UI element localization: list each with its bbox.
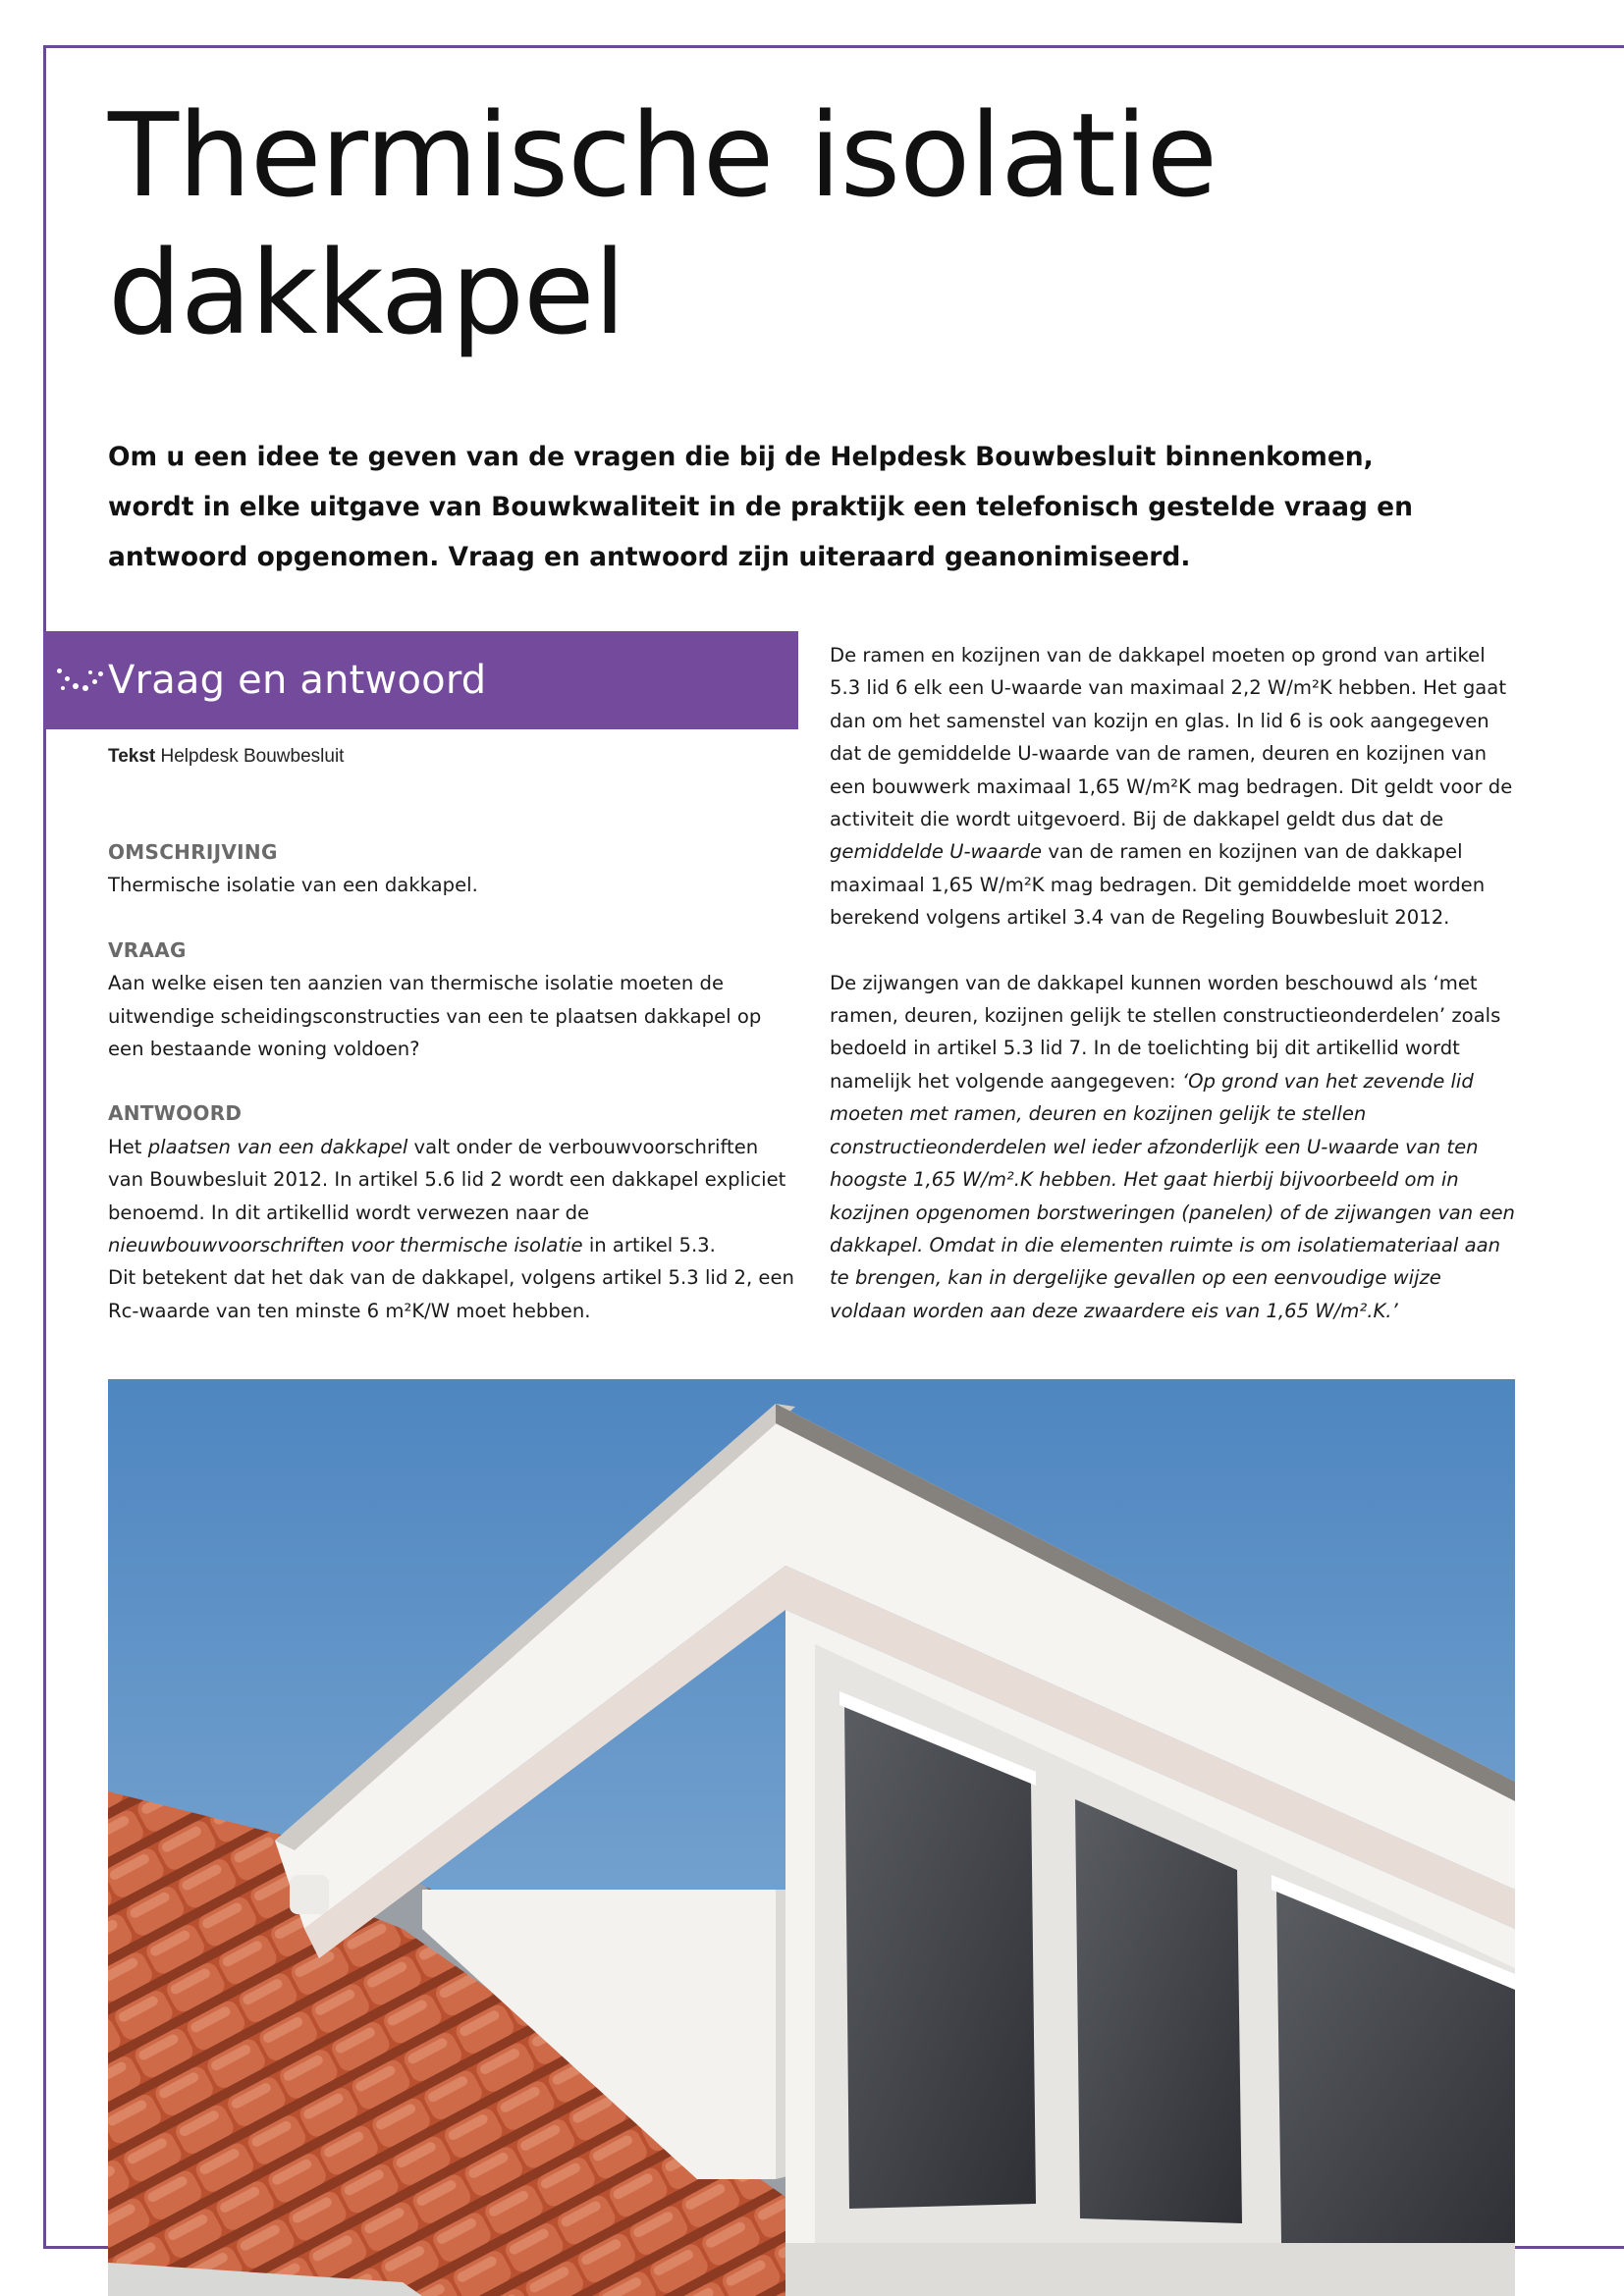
page-frame-left — [43, 45, 46, 2249]
title-line-1: Thermische isolatie — [108, 87, 1218, 223]
right-paragraph-2: De zijwangen van de dakkapel kunnen worden beschouwd als ‘met ramen, deuren, kozijnen gelijk te stellen constructieonderdelen’ zoals bedoeld in artikel 5.3 lid 7. In de toelichting bij dit artikellid wordt namelijk het volgende aangegeven: ‘Op grond van het zevende lid moeten met ramen, deuren en kozijnen gelijk te stellen constructieonderdelen wel ieder afzonderlijk een U-waarde van ten hoogste 1,65 W/m².K hebben. Het gaat hierbij bijvoorbeeld om in kozijnen opgenomen borstweringen (panelen) of de zijwangen van een dakkapel. Omdat in die elementen ruimte is om isolatiemateriaal aan te brengen, kan in dergelijke gevallen op een eenvoudige wijze voldaan worden aan deze zwaardere eis van 1,65 W/m².K.’ — [830, 971, 1515, 1322]
page-frame-bottom-left — [43, 2246, 112, 2249]
left-column — [108, 836, 795, 1327]
banner-title: Vraag en antwoord — [108, 658, 487, 703]
vraag-heading: VRAAG — [108, 937, 187, 962]
byline-label: Tekst — [108, 746, 156, 767]
right-column — [830, 639, 1517, 1327]
byline-author: Helpdesk Bouwbesluit — [160, 746, 345, 767]
byline — [108, 746, 344, 768]
right-paragraph-1: De ramen en kozijnen van de dakkapel moeten op grond van artikel 5.3 lid 6 elk een U-waarde van maximaal 2,2 W/m²K hebben. Het gaat dan om het samenstel van kozijn en glas. In lid 6 is ook aangegeven dat de gemiddelde U-waarde van de ramen, deuren en kozijnen van een bouwwerk maximaal 1,65 W/m²K mag bedragen. Dit geldt voor de activiteit die wordt uitgevoerd. Bij de dakkapel geldt dus dat de gemiddelde U-waarde van de ramen en kozijnen van de dakkapel maximaal 1,65 W/m²K mag bedragen. Dit gemiddelde moet worden berekend volgens artikel 3.4 van de Regeling Bouwbesluit 2012. — [830, 644, 1513, 930]
dormer-photo — [108, 1379, 1515, 2296]
article-title — [108, 86, 1483, 361]
omschrijving-heading: OMSCHRIJVING — [108, 840, 278, 864]
dots-icon — [43, 631, 108, 729]
page-frame-top — [43, 45, 1624, 48]
antwoord-paragraph-2: Dit betekent dat het dak van de dakkapel, volgens artikel 5.3 lid 2, een Rc-waarde van ten minste 6 m²K/W moet hebben. — [108, 1266, 794, 1322]
title-line-2: dakkapel — [108, 225, 625, 360]
vraag-text: Aan welke eisen ten aanzien van thermische isolatie moeten de uitwendige scheidingsconstructies van een te plaatsen dakkapel op een bestaande woning voldoen? — [108, 972, 762, 1061]
page-frame-bottom-right — [1514, 2246, 1624, 2249]
intro-paragraph: Om u een idee te geven van de vragen die bij de Helpdesk Bouwbesluit binnenkomen, wordt in elke uitgave van Bouwkwaliteit in de praktijk een telefonisch gestelde vraag en antwoord opgenomen. Vraag en antwoord zijn uiteraard geanonimiseerd. — [108, 442, 1413, 572]
antwoord-paragraph-1: Het plaatsen van een dakkapel valt onder de verbouwvoorschriften van Bouwbesluit 2012. In artikel 5.6 lid 2 wordt een dakkapel expliciet benoemd. In dit artikellid wordt verwezen naar de nieuwbouwvoorschriften voor thermische isolatie in artikel 5.3. — [108, 1135, 786, 1257]
antwoord-heading: ANTWOORD — [108, 1101, 243, 1126]
omschrijving-text: Thermische isolatie van een dakkapel. — [108, 874, 478, 897]
section-banner — [43, 631, 798, 729]
